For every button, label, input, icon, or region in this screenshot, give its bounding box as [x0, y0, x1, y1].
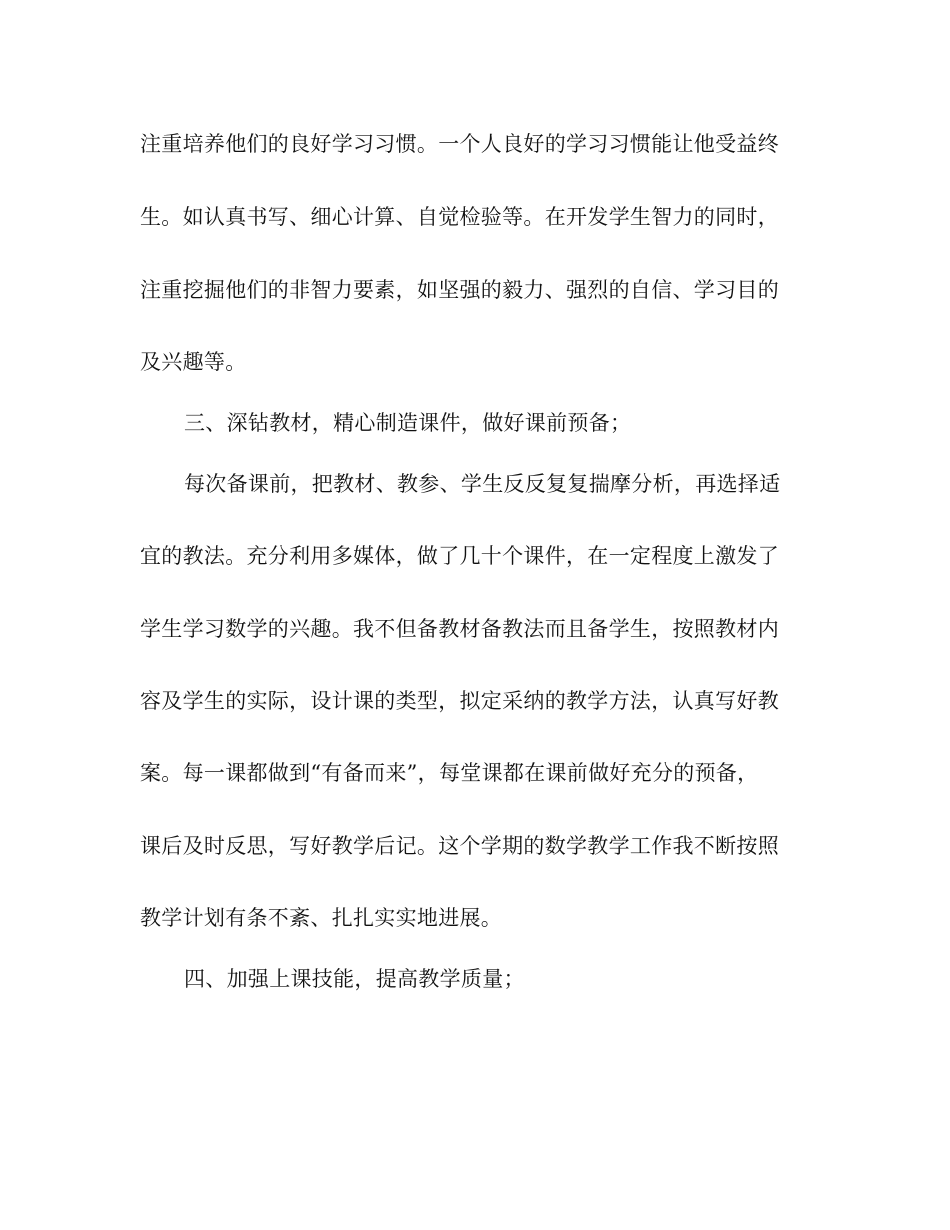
paragraph-line: 及兴趣等。 [140, 350, 247, 374]
paragraph-line: 注重挖掘他们的非智力要素，如坚强的毅力、强烈的自信、学习目的 [140, 278, 779, 302]
section-heading: 四、加强上课技能，提高教学质量； [184, 967, 525, 991]
section-heading: 三、深钻教材，精心制造课件，做好课前预备； [184, 411, 632, 435]
paragraph-line: 注重培养他们的良好学习习惯。一个人良好的学习习惯能让他受益终 [140, 132, 779, 156]
paragraph-line: 案。每一课都做到“有备而来”，每堂课都在课前做好充分的预备， [140, 761, 759, 785]
paragraph-line: 生。如认真书写、细心计算、自觉检验等。在开发学生智力的同时， [140, 205, 779, 229]
paragraph-line: 宜的教法。充分利用多媒体，做了几十个课件，在一定程度上激发了 [140, 544, 779, 568]
paragraph-line: 课后及时反思，写好教学后记。这个学期的数学教学工作我不断按照 [140, 834, 779, 858]
paragraph-line: 容及学生的实际，设计课的类型，拟定采纳的教学方法，认真写好教 [140, 689, 779, 713]
paragraph-line: 学生学习数学的兴趣。我不但备教材备教法而且备学生，按照教材内 [140, 617, 779, 641]
paragraph-line: 教学计划有条不紊、扎扎实实地进展。 [140, 906, 503, 930]
paragraph-line: 每次备课前，把教材、教参、学生反反复复揣摩分析，再选择适 [184, 472, 781, 496]
